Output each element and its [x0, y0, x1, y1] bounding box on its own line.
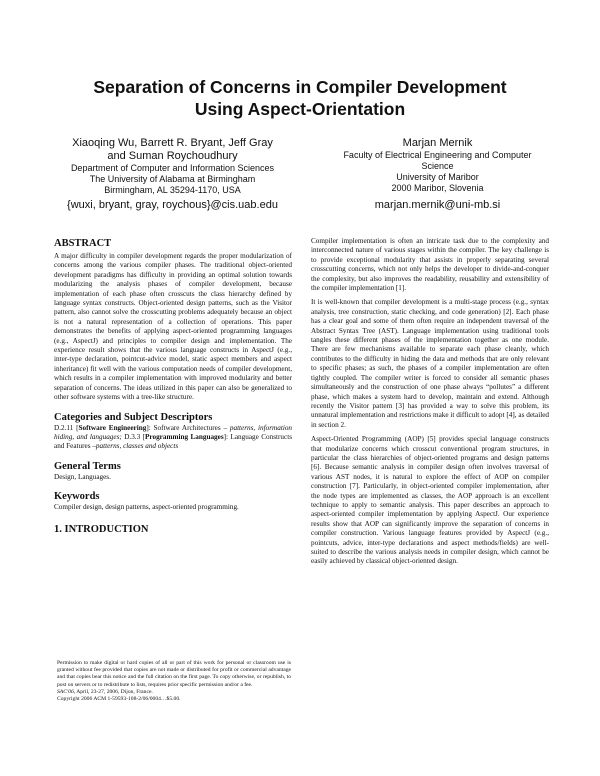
left-column	[54, 237, 292, 536]
author-email: {wuxi, bryant, gray, roychous}@cis.uab.edu	[67, 199, 278, 211]
author-names-line1: Xiaoqing Wu, Barrett R. Bryant, Jeff Gray	[72, 137, 273, 149]
footnote-conf-details: , April, 23-27, 2006, Dijon, France.	[73, 688, 153, 695]
right-paragraph-3: Aspect-Oriented Programming (AOP) [5] provides special language constructs that modularize concerns which crosscut conventional program structures, in particular the class hierarchies of object-oriented programs and design patterns [6]. Because semantic analysis in compiler design often involves traversal of various AST nodes, it is natural to explore the effect of AOP on compiler construction [7]. Particularly, in object-oriented compiler implementation, after the node types are implemented as classes, the AOP approach is an excellent technique to apply to semantic analysis. This paper describes an approach to aspect-oriented compiler implementation by applying AspectJ. Our experience results show that AOP can significantly improve the separation of concerns in compiler construction. Various language features provided by AspectJ (e.g., pointcuts, advice, inter-type declarations and aspect methods/fields) are well-suited to describe the various analysis needs in compiler design, which cannot be easily achieved by classical object-oriented design.	[311, 435, 549, 566]
cat-ital1: patterns, information hiding, and languages;	[54, 423, 293, 441]
cat-code1: D.2.11 [	[54, 423, 79, 432]
author-dept: Department of Computer and Information Sciences	[70, 163, 275, 173]
author-right-email: marjan.mernik@uni-mb.si	[374, 199, 501, 211]
authors-left	[40, 137, 305, 212]
cat-bold2: Programming Languages	[145, 432, 224, 441]
right-paragraph-2: It is well-known that compiler development is a multi-stage process (e.g., syntax analysis, tree construction, static checking, and code generation) [2]. Each phase has a clear goal and some of them often require an independent traversal of the Abstract Syntax Tree (AST). Language implementation using traditional tools tangles these different phases of the implementation together as one module. There are few mechanisms available to separate each phase cleanly, which contributes to the difficulty in hiding the data and methods that are only relevant to specific phases; as such, the phases of a compiler implementation are often tightly coupled. The compiler writer is forced to consider all semantic phases simultaneously and the construction of one phase always “pollutes” a different phase, which makes a system hard to develop, maintain and extend. Although recently the Visitor pattern [3] has provided a way to solve this problem, its unnatural implementation and restrictions make it difficult to adopt [4], as detailed in section 2.	[311, 298, 549, 429]
right-paragraph-1: Compiler implementation is often an intricate task due to the complexity and interconnected nature of various stages within the compiler. The key challenge is to provide exceptional modularity that assists in properly separating several crosscutting concerns, which not only helps the developer to divide-and-conquer the complexity, but also improves the readability, reusability and extensibility of the compiler implementation [1].	[311, 237, 549, 293]
footnote-text: Permission to make digital or hard copies of all or part of this work for personal or classroom use is granted without fee provided that copies are not made or distributed for profit or commercial advantage and that copies bear this notice and the full citation on the first page. To copy otherwise, or republish, to post on servers or to redistribute to lists, requires prior specific permission and/or a fee.	[57, 660, 291, 688]
cat-code2: D.3.3 [	[121, 432, 146, 441]
abstract-text: A major difficulty in compiler development regards the proper modularization of concerns among the various compiler phases. The traditional object-oriented development paradigms has difficulty in providing an optimal solution towards modularizing the analysis phases of compiler development, because implementation of each phase often crosscuts the class hierarchy defined by language syntax constructs. Object-oriented design patterns, such as the Visitor pattern, also cannot solve the crosscutting problems adequately because an object is not a natural representation of a collection of operations. This paper demonstrates the benefits of applying aspect-oriented programming languages (e.g., AspectJ) and principles to compiler design and implementation. The experience result shows that the various language constructs in AspectJ (e.g., inter-type declaration, pointcut-advice model, static aspect members and aspect inheritance) fit well with the various computation needs of compiler development, which results in a compiler implementation with improved modularity and better separation of concerns. The ideas utilized in this paper can also be generalized to other software systems with a tree-like structure.	[54, 252, 292, 402]
categories-text	[54, 424, 292, 452]
keywords-text: Compiler design, design patterns, aspect-oriented programming.	[54, 503, 239, 512]
right-column	[311, 237, 549, 572]
cat-rest2: ]: Language Constructs and Features	[54, 432, 293, 451]
general-terms-text: Design, Languages.	[54, 472, 111, 481]
footnote-copyright: Copyright 2006 ACM 1-59593-108-2/06/0004…$5.00.	[57, 696, 181, 703]
cat-ital2: –patterns, classes and objects	[92, 442, 179, 451]
author-name-right: Marjan Mernik	[402, 137, 473, 149]
categories-heading: Categories and Subject Descriptors	[54, 411, 213, 423]
author-right-addr: 2000 Maribor, Slovenia	[391, 183, 484, 193]
footnote-conference	[57, 689, 291, 696]
author-right-univ: University of Maribor	[396, 172, 479, 182]
author-right-dept2: Science	[421, 161, 454, 171]
cat-bold1: Software Engineering	[78, 423, 147, 432]
author-univ: The University of Alabama at Birmingham	[89, 174, 256, 184]
cat-rest1: ]: Software Architectures –	[146, 423, 230, 432]
paper-title-line2: Using Aspect-Orientation	[194, 99, 406, 119]
paper-title-line1: Separation of Concerns in Compiler Development	[93, 77, 507, 97]
paper-title	[40, 76, 560, 120]
footnote-conf-name: SAC'06	[57, 688, 74, 695]
author-addr: Birmingham, AL 35294-1170, USA	[104, 185, 241, 195]
general-terms-heading: General Terms	[54, 460, 121, 472]
author-names-line2: and Suman Roychoudhury	[107, 150, 238, 162]
permission-footnote	[57, 660, 291, 703]
keywords-heading: Keywords	[54, 491, 100, 503]
introduction-heading: 1. INTRODUCTION	[54, 523, 149, 535]
authors-right	[310, 137, 565, 212]
author-right-dept1: Faculty of Electrical Engineering and Computer	[343, 150, 532, 160]
abstract-heading: ABSTRACT	[54, 238, 112, 249]
